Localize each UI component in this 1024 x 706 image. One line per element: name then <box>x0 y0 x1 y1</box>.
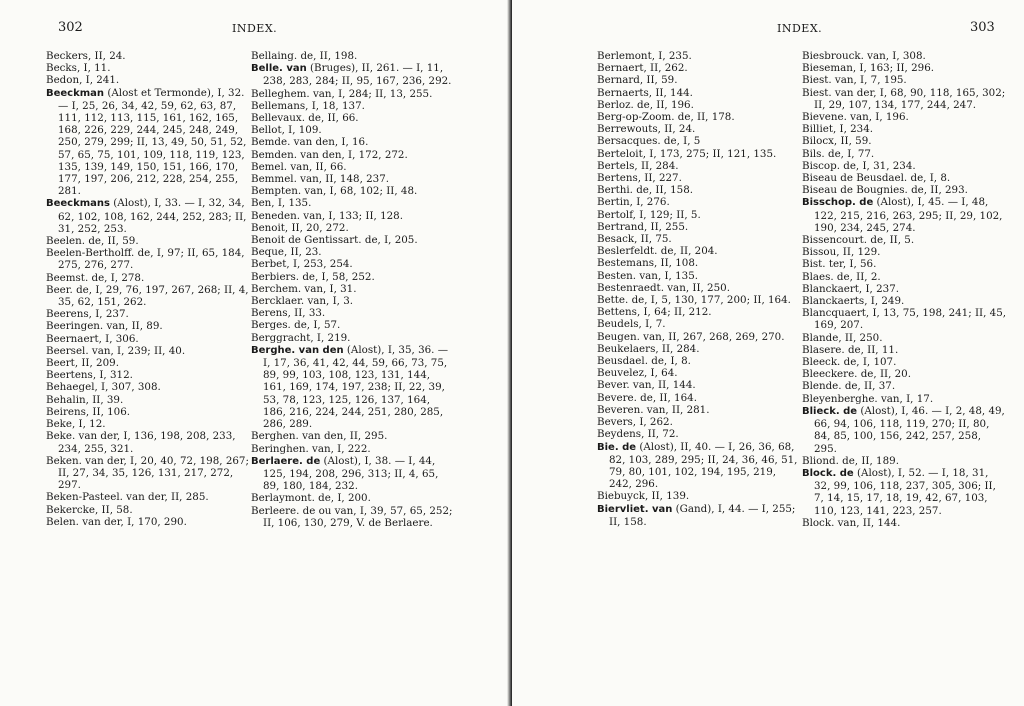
index-entry <box>802 74 1007 86</box>
index-entry <box>46 394 251 406</box>
index-entry-text: Berbet, I, 253, 254. <box>251 258 353 271</box>
index-entry-text: Bellot, I, 109. <box>251 124 322 137</box>
index-entry <box>46 430 251 454</box>
index-entry <box>251 430 456 442</box>
index-entry-text: Biebuyck, II, 139. <box>597 490 690 503</box>
index-entry-text: Bercklaer. van, I, 3. <box>251 295 354 308</box>
index-entry <box>597 294 802 306</box>
index-entry <box>251 246 456 258</box>
index-entry-text: (Alost), I, 52. — I, 18, 31, 32, 99, 106, 118, 237, 305, 306; II, 7, 14, 15, 17, 18, 19, 42, 67, 103, 110, 123, 141, 223, 257. <box>814 466 996 517</box>
index-entry <box>251 258 456 270</box>
index-entry-text: Bette. de, I, 5, 130, 177, 200; II, 164. <box>597 294 791 307</box>
index-entry-text: Bliond. de, II, 189. <box>802 454 899 467</box>
index-entry <box>251 222 456 234</box>
index-entry-text: (Alost), I, 38. — I, 44, 125, 194, 208, 296, 313; II, 4, 65, 89, 180, 184, 232. <box>263 454 439 493</box>
index-entry <box>597 490 802 502</box>
index-entry-text: (Alost), I, 35, 36. — I, 17, 36, 41, 42, 44, 59, 66, 73, 75, 89, 99, 103, 108, 123, 131, 144, 161, 169, 174, 197, 238; II, 22, 39, 53, 78, 123, 125, 126, 137, 164, 186, 216, 224, 244, 251, 280, 285, 286, 289. <box>263 343 449 431</box>
index-entry-text: Biseau de Bougnies. de, II, 293. <box>802 184 968 197</box>
index-entry <box>802 62 1007 74</box>
index-entry <box>802 172 1007 184</box>
right-page-number: 303 <box>970 20 995 35</box>
index-entry-text: Bieseman, I, 163; II, 296. <box>802 62 935 75</box>
index-entry-text: Bissou, II, 129. <box>802 246 881 259</box>
index-entry-text: Bernaerts, II, 144. <box>597 86 693 99</box>
index-entry <box>251 88 456 100</box>
index-entry <box>46 74 251 86</box>
index-entry <box>597 62 802 74</box>
index-entry <box>46 369 251 381</box>
index-entry <box>251 50 456 62</box>
left-column-2 <box>251 50 456 529</box>
index-entry-text: Bertels, II, 284. <box>597 159 679 172</box>
right-page-header: INDEX. <box>777 22 823 35</box>
index-entry <box>46 418 251 430</box>
left-page-header: INDEX. <box>232 22 278 35</box>
index-entry <box>802 467 1007 517</box>
index-entry <box>802 332 1007 344</box>
index-entry-text: Bertolf, I, 129; II, 5. <box>597 208 701 221</box>
index-entry-text: Berggracht, I, 219. <box>251 331 351 344</box>
index-entry-text: Block. van, II, 144. <box>802 516 901 529</box>
index-entry <box>251 455 456 493</box>
index-entry-text: Bist. ter, I, 56. <box>802 258 877 271</box>
index-entry-text: Berg-op-Zoom. de, II, 178. <box>597 111 735 124</box>
index-entry-text: Berrewouts, II, 24. <box>597 123 696 136</box>
index-entry <box>251 234 456 246</box>
index-entry-text: Bilocx, II, 59. <box>802 135 872 148</box>
index-entry <box>597 270 802 282</box>
index-entry-text: Beukelaers, II, 284. <box>597 342 700 355</box>
index-entry-text: Beert, II, 209. <box>46 357 119 370</box>
index-entry <box>46 333 251 345</box>
index-entry <box>251 173 456 185</box>
index-entry-text: Berchem. van, I, 31. <box>251 282 357 295</box>
index-entry <box>46 504 251 516</box>
index-entry-text: Berthi. de, II, 158. <box>597 184 694 197</box>
index-entry-text: Bellevaux. de, II, 66. <box>251 112 359 125</box>
index-entry <box>802 380 1007 392</box>
index-entry <box>251 124 456 136</box>
index-entry <box>597 306 802 318</box>
index-entry <box>802 283 1007 295</box>
index-entry <box>597 257 802 269</box>
index-entry-text: Beken-Pasteel. van der, II, 285. <box>46 491 209 504</box>
index-entry-text: (Alost et Termonde), I, 32. — I, 25, 26, 34, 42, 59, 62, 63, 87, 111, 112, 113, 115, 161, 162, 165, 168, 226, 229, 244, 245, 248, 249, 250, 279, 299; II, 13, 49, 50, 51, 52, 57, 65, 75, 101, 109, 118, 119, 123, 135, 139, 149, 150, 151, 166, 170, 177, 197, 206, 212, 228, 254, 255, 281. <box>58 86 247 198</box>
index-entry <box>46 87 251 198</box>
index-entry <box>802 344 1007 356</box>
index-entry-text: Beernaert, I, 306. <box>46 332 139 345</box>
index-entry-text: Beeringen. van, II, 89. <box>46 320 163 333</box>
index-entry-text: Beslerfeldt. de, II, 204. <box>597 245 718 258</box>
index-entry <box>802 123 1007 135</box>
index-entry <box>597 87 802 99</box>
index-entry-text: Bevere. de, II, 164. <box>597 391 697 404</box>
index-entry-text: Bestenraedt. van, II, 250. <box>597 281 730 294</box>
index-entry <box>802 455 1007 467</box>
index-entry <box>597 282 802 294</box>
index-entry <box>802 295 1007 307</box>
index-entry-text: (Alost), I, 33. — I, 32, 34, 62, 102, 108, 162, 244, 252, 283; II, 31, 252, 253. <box>58 197 247 235</box>
index-entry-text: Biseau de Beusdael. de, I, 8. <box>802 172 951 185</box>
index-entry <box>251 136 456 148</box>
index-entry <box>46 357 251 369</box>
index-entry <box>251 161 456 173</box>
index-entry-text: Beydens, II, 72. <box>597 428 679 441</box>
index-entry-text: Besten. van, I, 135. <box>597 269 699 282</box>
index-entry-text: (Gand), I, 44. — I, 255; II, 158. <box>609 502 796 528</box>
index-entry <box>46 235 251 247</box>
index-entry-name: Belle. van <box>251 63 307 75</box>
index-entry-text: (Alost), I, 46. — I, 2, 48, 49, 66, 94, 106, 118, 119, 270; II, 80, 84, 85, 100, 156, 242, 257, 258, 295. <box>814 404 1005 455</box>
index-entry-text: Bemmel. van, II, 148, 237. <box>251 173 390 186</box>
index-entry <box>597 428 802 440</box>
index-entry <box>802 160 1007 172</box>
index-entry-text: Berloz. de, II, 196. <box>597 98 694 111</box>
index-entry <box>802 50 1007 62</box>
index-entry <box>251 307 456 319</box>
index-entry-text: Beersel. van, I, 239; II, 40. <box>46 344 186 357</box>
index-entry <box>597 233 802 245</box>
index-entry-text: Beveren. van, II, 281. <box>597 403 710 416</box>
index-entry <box>251 185 456 197</box>
index-entry-text: Bemde. van den, I, 16. <box>251 136 369 149</box>
index-entry-text: Bestemans, II, 108. <box>597 257 699 270</box>
index-entry-text: Beudels, I, 7. <box>597 318 666 331</box>
left-page-number: 302 <box>58 20 83 35</box>
index-entry <box>597 160 802 172</box>
index-entry-text: Bleeckere. de, II, 20. <box>802 368 911 381</box>
index-entry-text: Beringhen. van, I, 222. <box>251 442 371 455</box>
index-entry-name: Bisschop. de <box>802 197 874 209</box>
index-entry <box>597 441 802 491</box>
index-entry <box>46 381 251 393</box>
index-entry <box>597 196 802 208</box>
index-entry <box>802 405 1007 455</box>
index-entry <box>802 258 1007 270</box>
index-entry-text: Berges. de, I, 57. <box>251 319 341 332</box>
index-entry-text: (Alost), II, 40. — I, 26, 36, 68, 82, 103, 289, 295; II, 24, 36, 46, 51, 79, 80, 101, 102, 194, 195, 219, 242, 296. <box>609 440 798 491</box>
index-entry <box>597 221 802 233</box>
index-entry-text: Bekercke, II, 58. <box>46 503 133 516</box>
index-entry-text: Ben, I, 135. <box>251 197 312 210</box>
index-entry-name: Beeckmans <box>46 198 111 210</box>
index-entry <box>597 123 802 135</box>
index-entry-name: Berghe. van den <box>251 344 344 356</box>
index-entry <box>597 245 802 257</box>
index-entry <box>597 148 802 160</box>
index-entry-text: Berghen. van den, II, 295. <box>251 430 388 443</box>
index-entry <box>597 111 802 123</box>
index-entry-text: Beckers, II, 24. <box>46 50 126 62</box>
index-entry-name: Berlaere. de <box>251 455 321 467</box>
index-entry-text: Biscop. de, I, 31, 234. <box>802 159 916 172</box>
index-entry <box>597 503 802 528</box>
index-entry <box>802 368 1007 380</box>
index-entry-text: Bedon, I, 241. <box>46 74 120 87</box>
index-entry-text: Bievene. van, I, 196. <box>802 111 909 124</box>
index-entry <box>802 111 1007 123</box>
index-entry <box>597 367 802 379</box>
index-entry <box>597 74 802 86</box>
index-entry <box>46 320 251 332</box>
index-entry-text: Bils. de, I, 77. <box>802 147 875 160</box>
index-entry-text: Benoit, II, 20, 272. <box>251 221 349 234</box>
index-entry <box>597 416 802 428</box>
index-entry-text: Berlemont, I, 235. <box>597 50 692 62</box>
index-entry-text: Berbiers. de, I, 58, 252. <box>251 270 375 283</box>
right-column-2 <box>802 50 1007 529</box>
index-entry <box>802 356 1007 368</box>
index-entry-text: Beelen. de, II, 59. <box>46 235 139 248</box>
index-entry <box>46 272 251 284</box>
index-entry-text: Blasere. de, II, 11. <box>802 343 899 356</box>
index-entry <box>802 184 1007 196</box>
index-entry <box>251 197 456 209</box>
index-entry <box>597 99 802 111</box>
index-entry-text: Beelen-Bertholff. de, I, 97; II, 65, 184, 275, 276, 277. <box>46 247 245 272</box>
index-entry <box>46 406 251 418</box>
index-entry-text: Bertens, II, 227. <box>597 172 682 185</box>
index-entry <box>597 379 802 391</box>
index-entry <box>251 112 456 124</box>
index-entry <box>46 516 251 528</box>
index-entry <box>251 492 456 504</box>
index-entry-text: Beke. van der, I, 136, 198, 208, 233, 234, 255, 321. <box>46 430 236 455</box>
index-entry-text: Blanckaerts, I, 249. <box>802 295 905 308</box>
index-entry <box>251 344 456 430</box>
index-entry <box>597 331 802 343</box>
index-entry <box>802 87 1007 111</box>
index-entry-text: Besack, II, 75. <box>597 233 672 246</box>
index-entry-text: Blande, II, 250. <box>802 331 883 344</box>
index-entry-text: Berteloit, I, 173, 275; II, 121, 135. <box>597 147 777 160</box>
index-entry-text: (Bruges), II, 261. — I, 11, 238, 283, 284; II, 95, 167, 236, 292. <box>263 62 452 88</box>
index-entry-name: Biervliet. van <box>597 503 673 515</box>
index-entry-text: Biest. van, I, 7, 195. <box>802 74 907 87</box>
index-entry <box>597 50 802 62</box>
index-entry-text: Blanckaert, I, 237. <box>802 282 900 295</box>
index-entry-text: Behalin, II, 39. <box>46 393 124 406</box>
index-entry <box>802 271 1007 283</box>
index-entry <box>46 491 251 503</box>
index-entry-text: Bellemans, I, 18, 137. <box>251 99 365 112</box>
index-entry <box>251 319 456 331</box>
index-entry <box>46 247 251 271</box>
index-entry-text: Blende. de, II, 37. <box>802 380 896 393</box>
index-entry <box>46 284 251 308</box>
index-entry <box>802 196 1007 234</box>
index-entry <box>802 517 1007 529</box>
index-entry-name: Blieck. de <box>802 405 858 417</box>
index-entry-text: Bissencourt. de, II, 5. <box>802 234 915 247</box>
index-entry <box>251 210 456 222</box>
index-entry <box>251 283 456 295</box>
index-entry-text: Beer. de, I, 29, 76, 197, 267, 268; II, 4, 35, 62, 151, 262. <box>46 283 249 309</box>
index-entry-text: Bellaing. de, II, 198. <box>251 50 358 62</box>
index-entry-text: Bempten. van, I, 68, 102; II, 48. <box>251 185 418 198</box>
index-entry-text: Bemel. van, II, 66. <box>251 160 347 173</box>
index-entry <box>802 135 1007 147</box>
index-entry <box>251 271 456 283</box>
index-entry-text: Bemden. van den, I, 172, 272. <box>251 148 408 161</box>
index-entry <box>46 50 251 62</box>
index-entry <box>802 148 1007 160</box>
index-entry-text: Beque, II, 23. <box>251 246 322 259</box>
index-entry <box>597 209 802 221</box>
left-column-1 <box>46 50 251 528</box>
index-entry-text: Beusdael. de, I, 8. <box>597 355 691 368</box>
index-entry-text: Bersacques. de, I, 5 <box>597 135 701 148</box>
index-entry-text: Blancquaert, I, 13, 75, 198, 241; II, 45, 169, 207. <box>802 307 1007 332</box>
index-entry-text: Beken. van der, I, 20, 40, 72, 198, 267; II, 27, 34, 35, 126, 131, 217, 272, 297. <box>46 454 249 492</box>
right-column-1 <box>597 50 802 528</box>
index-entry-text: Berlaymont. de, I, 200. <box>251 492 371 505</box>
index-entry <box>46 345 251 357</box>
index-entry <box>251 62 456 87</box>
index-entry <box>46 197 251 235</box>
index-entry <box>251 149 456 161</box>
index-entry-text: Becks, I, 11. <box>46 62 111 75</box>
index-entry-text: Belen. van der, I, 170, 290. <box>46 515 187 528</box>
index-entry-text: Berens, II, 33. <box>251 307 326 320</box>
index-entry-text: Bertrand, II, 255. <box>597 220 689 233</box>
index-entry <box>802 393 1007 405</box>
index-entry <box>597 355 802 367</box>
index-entry <box>597 404 802 416</box>
index-entry-text: Bevers, I, 262. <box>597 416 673 429</box>
index-entry-text: Bleyenberghe. van, I, 17. <box>802 392 934 405</box>
index-entry <box>597 184 802 196</box>
index-entry-text: Belleghem. van, I, 284; II, 13, 255. <box>251 87 433 100</box>
index-entry-text: Beirens, II, 106. <box>46 405 131 418</box>
index-entry-text: Biesbrouck. van, I, 308. <box>802 50 926 62</box>
index-entry <box>597 392 802 404</box>
index-entry <box>251 332 456 344</box>
index-entry-text: Beuvelez, I, 64. <box>597 367 678 380</box>
index-entry-text: Billiet, I, 234. <box>802 123 874 136</box>
index-entry-name: Block. de <box>802 467 854 479</box>
index-entry <box>251 443 456 455</box>
index-entry-text: Beugen. van, II, 267, 268, 269, 270. <box>597 330 785 343</box>
index-entry-text: Bernard, II, 59. <box>597 74 678 87</box>
index-entry <box>251 505 456 529</box>
index-entry-text: (Alost), I, 45. — I, 48, 122, 215, 216, 263, 295; II, 29, 102, 190, 234, 245, 274. <box>814 196 1003 234</box>
index-entry <box>46 62 251 74</box>
index-entry-text: Beneden. van, I, 133; II, 128. <box>251 209 403 222</box>
index-entry-text: Blaes. de, II, 2. <box>802 270 881 283</box>
index-entry <box>46 455 251 492</box>
index-entry <box>46 308 251 320</box>
index-entry <box>597 135 802 147</box>
index-entry-text: Bleeck. de, I, 107. <box>802 356 897 369</box>
index-entry-text: Behaegel, I, 307, 308. <box>46 381 161 394</box>
index-entry-text: Bernaert, II, 262. <box>597 62 688 75</box>
right-page <box>512 0 1024 706</box>
index-entry-text: Beke, I, 12. <box>46 418 106 431</box>
index-entry <box>251 100 456 112</box>
index-entry-text: Berleere. de ou van, I, 39, 57, 65, 252; II, 106, 130, 279, V. de Berlaere. <box>251 504 453 529</box>
index-entry-text: Benoit de Gentissart. de, I, 205. <box>251 234 418 247</box>
index-entry-name: Beeckman <box>46 87 105 99</box>
index-entry <box>597 172 802 184</box>
index-entry-text: Bever. van, II, 144. <box>597 379 696 392</box>
index-entry-text: Biest. van der, I, 68, 90, 118, 165, 302; II, 29, 107, 134, 177, 244, 247. <box>802 86 1006 111</box>
index-entry <box>802 234 1007 246</box>
index-entry-text: Beemst. de, I, 278. <box>46 271 145 284</box>
index-entry <box>597 343 802 355</box>
index-entry-text: Beertens, I, 312. <box>46 369 133 382</box>
index-entry-text: Bettens, I, 64; II, 212. <box>597 306 712 319</box>
index-entry <box>597 318 802 330</box>
index-entry-text: Bertin, I, 276. <box>597 196 670 209</box>
index-entry-name: Bie. de <box>597 441 637 453</box>
index-entry <box>251 295 456 307</box>
index-entry <box>802 246 1007 258</box>
index-entry-text: Beerens, I, 237. <box>46 308 129 321</box>
index-entry <box>802 307 1007 331</box>
